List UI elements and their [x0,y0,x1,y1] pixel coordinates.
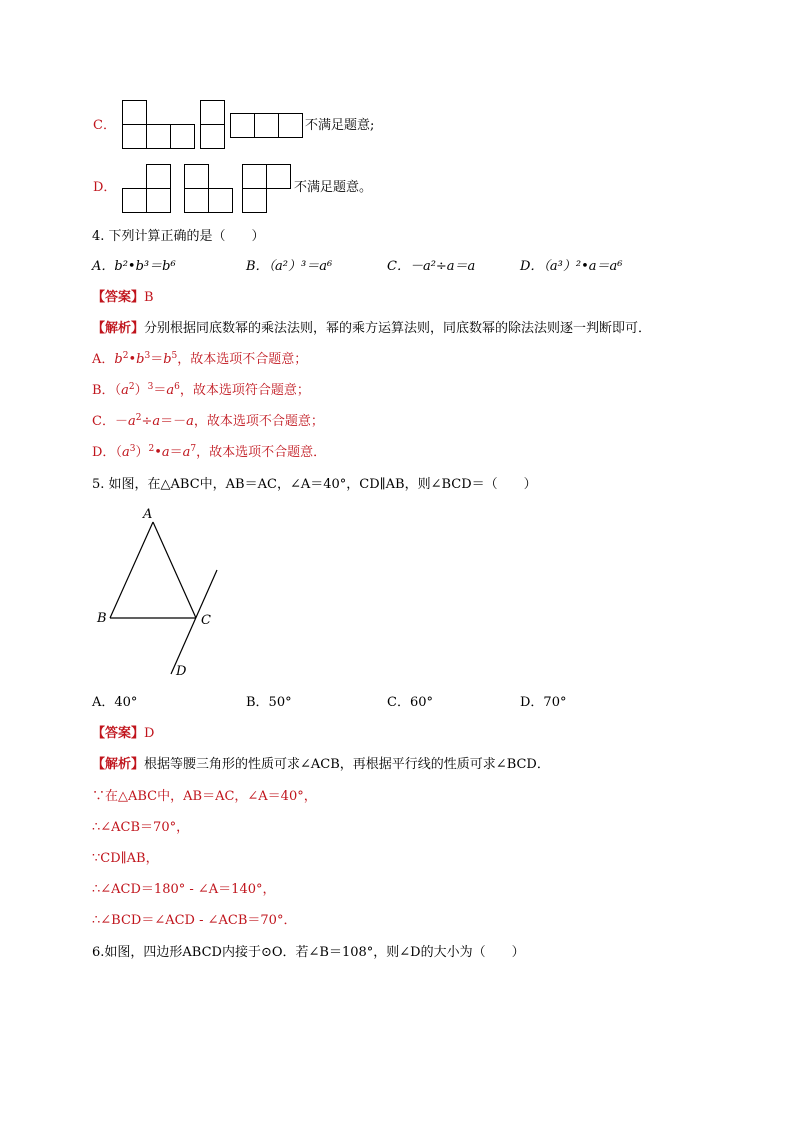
q5-step-5: ∴∠BCD＝∠ACD - ∠ACB＝70°． [92,913,297,928]
q3-option-d-text: 不满足题意。 [294,180,373,195]
q5-option-d: D．70° [520,695,567,710]
q3-option-c-label: C． [93,118,116,133]
q4-step-c-tail: ，故本选项不合题意； [193,414,324,429]
q5-figure [96,506,226,686]
q5-step-2: ∴∠ACB＝70°， [92,820,190,835]
q3-option-c-net-3 [230,113,304,139]
q5-analysis-line [92,757,550,773]
q4-option-c: C．－a²÷a＝a [387,259,476,274]
point-b-label: B [97,611,107,626]
q3-option-d-label: D． [93,180,117,195]
q5-option-b: B．50° [246,695,292,710]
q5-answer-value: D [144,726,155,741]
q4-analysis-line [92,321,651,337]
q4-step-d-tail: ，故本选项不合题意． [196,445,327,460]
q3-option-d-net-2 [184,164,234,214]
q3-option-d-net-1 [122,164,172,214]
q4-answer-tag: 【答案】 [92,290,145,305]
q4-option-d: D．（a³）²•a＝a⁶ [520,259,623,274]
q5-step-4: ∴∠ACD＝180° - ∠A＝140°， [92,882,276,897]
q5-analysis-tag: 【解析】 [92,757,145,772]
q3-option-c-net-1 [122,100,197,149]
q3-option-c-net-2 [200,100,227,150]
q5-step-3: ∵CD∥AB， [92,851,159,866]
q5-step-1: ∵在△ABC中，AB＝AC，∠A＝40°， [92,789,317,804]
triangle-diagram [96,506,226,686]
q5-option-c: C．60° [387,695,433,710]
q4-answer-line [92,290,154,306]
q4-step-c: C．$-a^2\div a=-a$，故本选项不合题意； [92,413,324,429]
q3-option-c-text: 不满足题意; [305,118,375,133]
segment-ac [153,522,196,618]
q4-answer-value: B [144,290,154,305]
q5-answer-line [92,726,154,742]
q4-step-a-tail: ，故本选项不合题意； [177,352,308,367]
q5-analysis-text: 根据等腰三角形的性质可求∠ACB，再根据平行线的性质可求∠BCD． [144,757,550,772]
point-c-label: C [201,613,211,628]
segment-ab [110,522,153,618]
q4-step-d: D．$(a^3)^2•a=a^7$，故本选项不合题意． [92,444,327,460]
q3-option-d-net-3 [242,164,294,214]
q4-analysis-text: 分别根据同底数幂的乘法法则，幂的乘方运算法则，同底数幂的除法法则逐一判断即可． [144,321,652,336]
q4-option-a: A．b²•b³＝b⁶ [92,259,176,274]
q4-option-b: B．（a²）³＝a⁶ [246,259,333,274]
point-a-label: A [143,507,153,522]
q4-analysis-tag: 【解析】 [92,321,145,336]
point-d-label: D [176,664,187,679]
q4-step-b: B．$(a^2)^3=a^6$，故本选项符合题意； [92,382,310,398]
q4-step-b-tail: ，故本选项符合题意； [179,383,310,398]
q6-stem: 6.如图，四边形ABCD内接于⊙O．若∠B＝108°，则∠D的大小为（ ） [92,945,525,960]
q5-option-a: A．40° [92,695,138,710]
q4-stem: 4. 下列计算正确的是（ ） [92,229,265,244]
q4-step-a: A．$b^2•b^3=b^5$，故本选项不合题意； [92,351,308,367]
q5-answer-tag: 【答案】 [92,726,145,741]
q5-stem: 5. 如图，在△ABC中，AB＝AC，∠A＝40°，CD∥AB，则∠BCD＝（ ） [92,477,537,492]
